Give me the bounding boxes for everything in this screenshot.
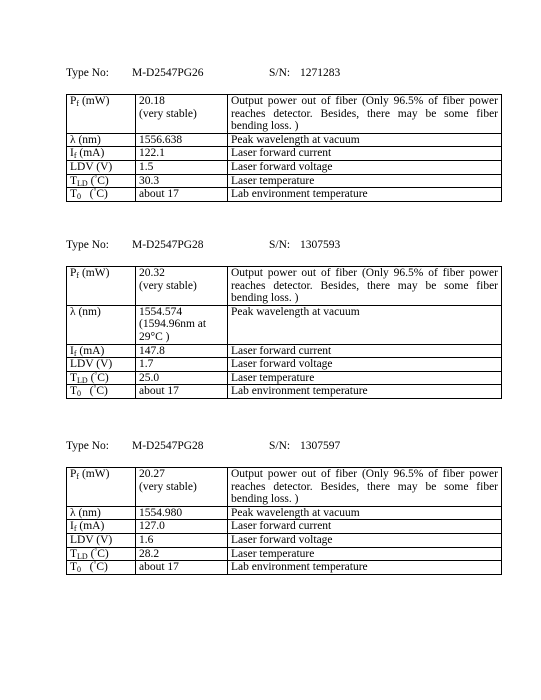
row-ldv xyxy=(67,533,502,547)
value-t0: about 17 xyxy=(136,188,228,202)
row-ldv xyxy=(67,160,502,174)
desc-if: Laser forward current xyxy=(228,147,502,161)
param-ldv: LDV (V) xyxy=(67,533,136,547)
sn-value: 1307593 xyxy=(300,239,341,251)
row-if xyxy=(67,520,502,534)
row-ldv xyxy=(67,358,502,372)
param-lambda: λ (nm) xyxy=(67,506,136,520)
param-ldv: LDV (V) xyxy=(67,358,136,372)
desc-lambda: Peak wavelength at vacuum xyxy=(228,305,502,344)
param-pf: $P_f$ (mW) xyxy=(67,267,136,306)
desc-t0: Lab environment temperature xyxy=(228,561,502,575)
desc-lambda: Peak wavelength at vacuum xyxy=(228,133,502,147)
value-pf: 20.32 (very stable) xyxy=(136,267,228,306)
spec-table xyxy=(66,94,502,202)
param-tld: $T_{LD}$ (°C) xyxy=(67,174,136,188)
row-t0 xyxy=(67,188,502,202)
param-t0: $T_0$ (°C) xyxy=(67,188,136,202)
value-ldv: 1.7 xyxy=(136,358,228,372)
value-tld: 28.2 xyxy=(136,547,228,561)
value-t0: about 17 xyxy=(136,561,228,575)
param-if: $I_f$ (mA) xyxy=(67,520,136,534)
param-lambda: λ (nm) xyxy=(67,305,136,344)
value-tld: 30.3 xyxy=(136,174,228,188)
sn-label: S/N: xyxy=(269,440,291,452)
value-lambda: 1556.638 xyxy=(136,133,228,147)
param-if: $I_f$ (mA) xyxy=(67,344,136,358)
row-pf xyxy=(67,468,502,507)
param-pf: $P_f$ (mW) xyxy=(67,468,136,507)
desc-pf: Output power out of fiber (Only 96.5% of fiber power reaches detector. Besides, there may be some fiber bending loss. ) xyxy=(228,95,502,134)
row-lambda xyxy=(67,506,502,520)
type-no-label: Type No: xyxy=(66,67,109,79)
param-if: $I_f$ (mA) xyxy=(67,147,136,161)
value-lambda: 1554.574 (1594.96nm at 29°C ) xyxy=(136,305,228,344)
desc-pf: Output power out of fiber (Only 96.5% of fiber power reaches detector. Besides, there may be some fiber bending loss. ) xyxy=(228,468,502,507)
row-pf xyxy=(67,267,502,306)
param-ldv: LDV (V) xyxy=(67,160,136,174)
desc-tld: Laser temperature xyxy=(228,547,502,561)
param-t0: $T_0$ (°C) xyxy=(67,385,136,399)
desc-lambda: Peak wavelength at vacuum xyxy=(228,506,502,520)
param-lambda: λ (nm) xyxy=(67,133,136,147)
desc-ldv: Laser forward voltage xyxy=(228,160,502,174)
type-no-label: Type No: xyxy=(66,440,109,452)
desc-tld: Laser temperature xyxy=(228,174,502,188)
desc-ldv: Laser forward voltage xyxy=(228,533,502,547)
param-tld: $T_{LD}$ (°C) xyxy=(67,547,136,561)
value-if: 147.8 xyxy=(136,344,228,358)
sn-label: S/N: xyxy=(269,67,291,79)
row-tld xyxy=(67,371,502,385)
sn-value: 1271283 xyxy=(300,67,341,79)
desc-tld: Laser temperature xyxy=(228,371,502,385)
type-no-value: M-D2547PG28 xyxy=(132,239,204,251)
row-t0 xyxy=(67,385,502,399)
param-t0: $T_0$ (°C) xyxy=(67,561,136,575)
row-lambda xyxy=(67,305,502,344)
desc-t0: Lab environment temperature xyxy=(228,385,502,399)
row-if xyxy=(67,147,502,161)
row-lambda xyxy=(67,133,502,147)
row-if xyxy=(67,344,502,358)
row-tld xyxy=(67,547,502,561)
value-if: 122.1 xyxy=(136,147,228,161)
value-ldv: 1.6 xyxy=(136,533,228,547)
row-t0 xyxy=(67,561,502,575)
value-pf: 20.27 (very stable) xyxy=(136,468,228,507)
sn-value: 1307597 xyxy=(300,440,341,452)
spec-table xyxy=(66,266,502,399)
spec-table xyxy=(66,467,502,575)
row-pf xyxy=(67,95,502,134)
param-tld: $T_{LD}$ (°C) xyxy=(67,371,136,385)
sn-label: S/N: xyxy=(269,239,291,251)
desc-if: Laser forward current xyxy=(228,344,502,358)
value-lambda: 1554.980 xyxy=(136,506,228,520)
type-no-label: Type No: xyxy=(66,239,109,251)
desc-t0: Lab environment temperature xyxy=(228,188,502,202)
desc-pf: Output power out of fiber (Only 96.5% of fiber power reaches detector. Besides, there may be some fiber bending loss. ) xyxy=(228,267,502,306)
param-pf: $P_f$ (mW) xyxy=(67,95,136,134)
value-ldv: 1.5 xyxy=(136,160,228,174)
desc-if: Laser forward current xyxy=(228,520,502,534)
value-if: 127.0 xyxy=(136,520,228,534)
type-no-value: M-D2547PG28 xyxy=(132,440,204,452)
row-tld xyxy=(67,174,502,188)
desc-ldv: Laser forward voltage xyxy=(228,358,502,372)
value-pf: 20.18 (very stable) xyxy=(136,95,228,134)
value-tld: 25.0 xyxy=(136,371,228,385)
value-t0: about 17 xyxy=(136,385,228,399)
type-no-value: M-D2547PG26 xyxy=(132,67,204,79)
